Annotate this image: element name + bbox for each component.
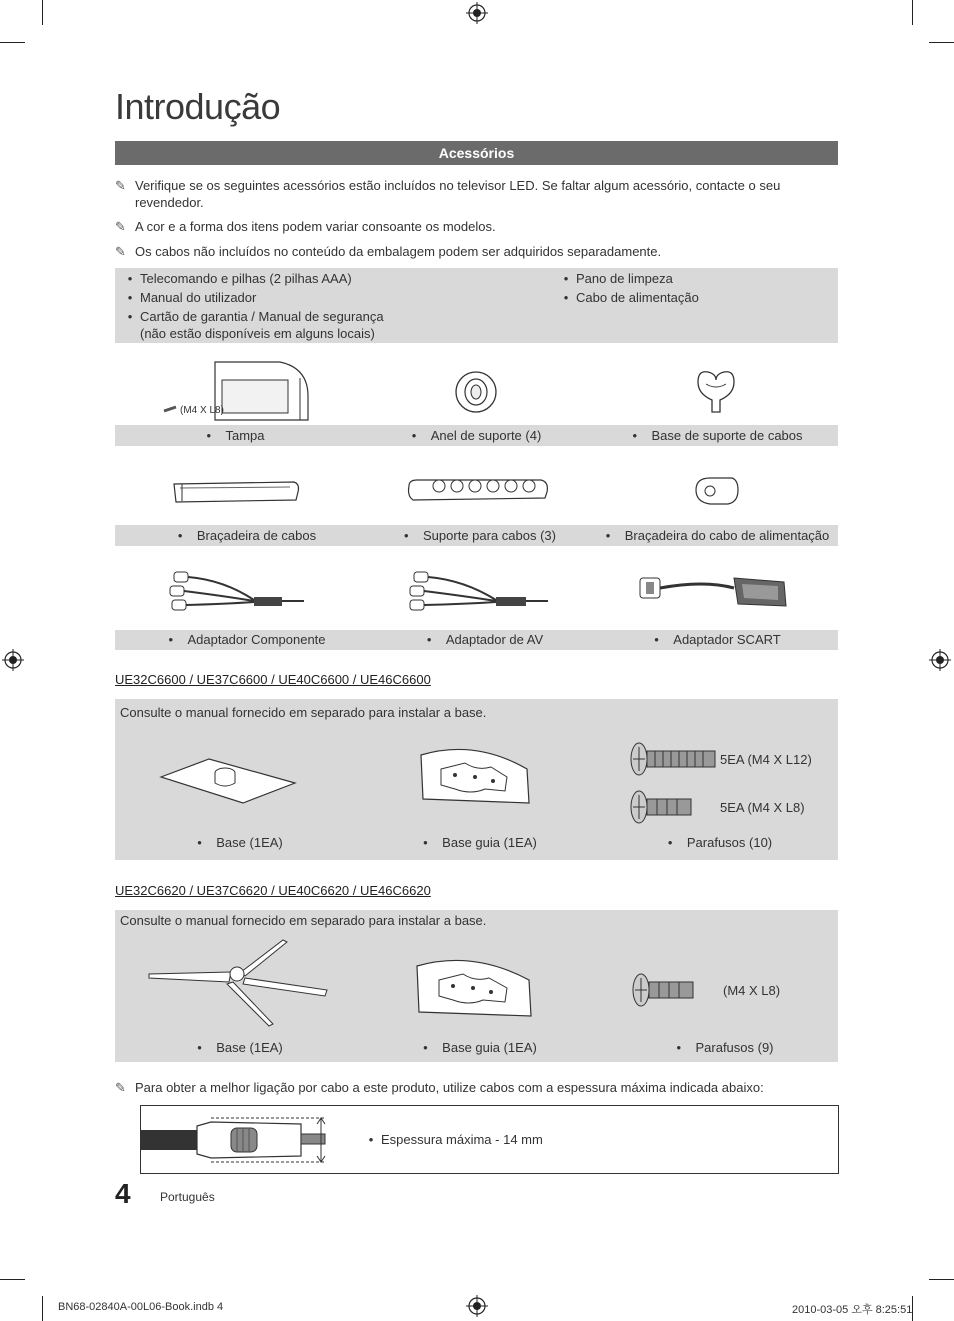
cable-plug-illustration (141, 1114, 331, 1166)
list-item: • Cartão de garantia / Manual de segurança (127, 309, 384, 324)
page-title: Introdução (115, 86, 281, 127)
screw-spec-label: 5EA (M4 X L8) (720, 800, 805, 815)
item-label: • Tampa (206, 428, 265, 443)
registration-mark-icon (466, 1295, 488, 1317)
page-number: 4 (115, 1178, 131, 1209)
cable-holder-illustration (405, 472, 551, 508)
holder-ring-illustration (452, 370, 500, 414)
registration-mark-icon (929, 649, 951, 671)
list-item: • Cabo de alimentação (563, 290, 699, 305)
screw-l12-icon (629, 741, 719, 777)
av-adapter-illustration (404, 568, 554, 614)
cable-stand-illustration (694, 368, 738, 416)
power-cord-clamp-illustration (692, 474, 742, 508)
list-item: • Pano de limpeza (563, 271, 673, 286)
note: ✎ A cor e a forma dos itens podem variar consoante os modelos. (115, 219, 496, 234)
language-label: Português (160, 1190, 215, 1204)
section-banner: Acessórios (115, 141, 838, 165)
crop-mark (42, 0, 43, 25)
screw-size-label: (M4 X L8) (180, 405, 224, 416)
thickness-arrow-icon (315, 1116, 327, 1164)
component-adapter-illustration (164, 568, 308, 614)
cable-tie-illustration (170, 476, 304, 506)
item-label: • Adaptador Componente (168, 632, 326, 647)
item-label: • Base (1EA) (197, 1040, 283, 1055)
pencil-note-icon: ✎ (115, 1080, 126, 1095)
guide-stand-illustration (415, 741, 535, 807)
row-labels (115, 630, 838, 650)
crop-mark (912, 0, 913, 25)
screw-spec-label: 5EA (M4 X L12) (720, 752, 812, 767)
screw-l8-icon (629, 789, 695, 825)
item-label: • Braçadeira do cabo de alimentação (605, 528, 830, 543)
item-label: • Parafusos (10) (667, 835, 773, 850)
list-item: • Telecomando e pilhas (2 pilhas AAA) (127, 271, 352, 286)
model-heading: UE32C6620 / UE37C6620 / UE40C6620 / UE46C6620 (115, 883, 431, 898)
item-label: • Base de suporte de cabos (632, 428, 803, 443)
scart-adapter-illustration (634, 570, 794, 614)
item-label: • Base guia (1EA) (423, 835, 537, 850)
crop-mark (0, 42, 25, 43)
registration-mark-icon (2, 649, 24, 671)
registration-mark-icon (466, 2, 488, 24)
list-item-continuation: (não estão disponíveis em alguns locais) (140, 326, 375, 341)
pencil-note-icon: ✎ (115, 219, 126, 234)
note: ✎ Para obter a melhor ligação por cabo a este produto, utilize cabos com a espessura máxima indicada abaixo: (115, 1080, 764, 1095)
consult-text: Consulte o manual fornecido em separado para instalar a base. (120, 705, 487, 720)
crop-mark (929, 42, 954, 43)
crop-mark (929, 1279, 954, 1280)
cable-spec-box (140, 1105, 839, 1174)
item-label: • Anel de suporte (4) (411, 428, 542, 443)
crop-mark (0, 1279, 25, 1280)
stand-box (115, 910, 838, 1062)
row-labels (115, 525, 838, 546)
note: ✎ Verifique se os seguintes acessórios estão incluídos no televisor LED. Se faltar algum acessório, contacte o seu revendedor. (115, 178, 781, 210)
item-label: • Base (1EA) (197, 835, 283, 850)
consult-text: Consulte o manual fornecido em separado para instalar a base. (120, 913, 487, 928)
list-item: • Espessura máxima - 14 mm (368, 1132, 543, 1147)
item-label: • Braçadeira de cabos (177, 528, 317, 543)
included-items-box (115, 268, 838, 343)
stand-box (115, 699, 838, 860)
item-label: • Base guia (1EA) (423, 1040, 537, 1055)
row-labels (115, 425, 838, 446)
item-label: • Adaptador SCART (654, 632, 781, 647)
footer-date: 2010-03-05 오후 8:25:51 (792, 1304, 913, 1316)
item-label: • Suporte para cabos (3) (404, 528, 556, 543)
star-stand-illustration (145, 936, 331, 1030)
item-label: • Parafusos (9) (676, 1040, 774, 1055)
list-item: • Manual do utilizador (127, 290, 257, 305)
footer-file: BN68-02840A-00L06-Book.indb 4 (58, 1301, 224, 1313)
screw-l8-icon (631, 972, 697, 1008)
screw-spec-label: (M4 X L8) (723, 983, 781, 998)
stand-base-illustration (157, 755, 299, 805)
pencil-note-icon: ✎ (115, 244, 126, 259)
pencil-note-icon: ✎ (115, 178, 126, 193)
note: ✎ Os cabos não incluídos no conteúdo da embalagem podem ser adquiridos separadamente. (115, 244, 662, 259)
item-label: • Adaptador de AV (426, 632, 544, 647)
model-heading: UE32C6600 / UE37C6600 / UE40C6600 / UE46C6600 (115, 672, 431, 687)
crop-mark (42, 1296, 43, 1321)
guide-stand-illustration (411, 950, 537, 1020)
